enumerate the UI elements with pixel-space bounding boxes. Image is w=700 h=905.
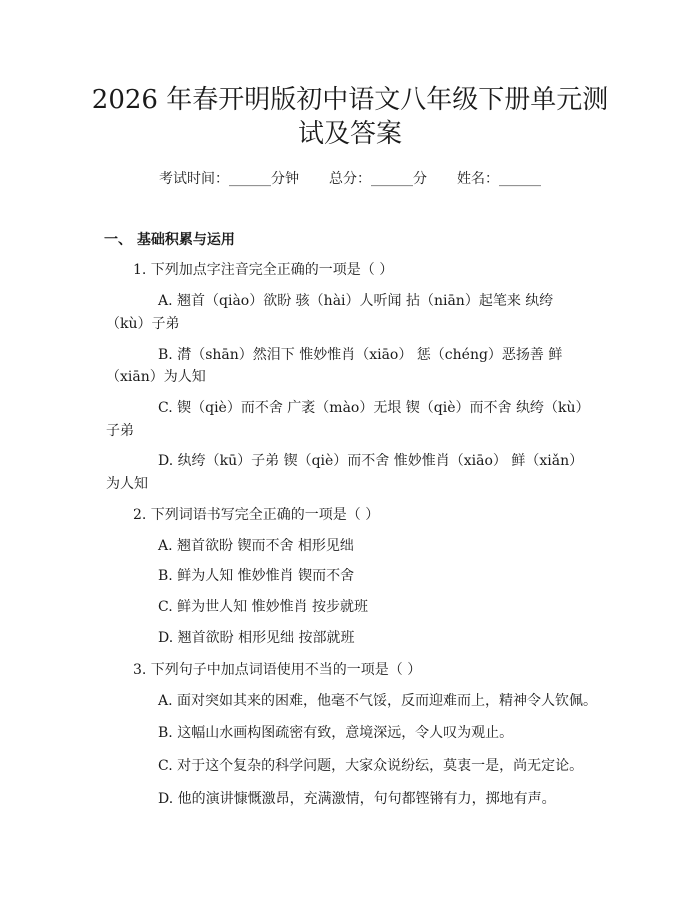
- document-title-line-1: 2026 年春开明版初中语文八年级下册单元测: [91, 85, 609, 115]
- question-1-option-a-continued: （kù）子弟: [106, 316, 180, 332]
- question-1-stem: 1. 下列加点字注音完全正确的一项是（ ）: [133, 262, 394, 278]
- total-score-field: 总分：______分: [329, 171, 427, 187]
- question-3-option-d: D. 他的演讲慷慨激昂，充满激情，句句都铿锵有力，掷地有声。: [158, 791, 556, 807]
- question-3-stem: 3. 下列句子中加点词语使用不当的一项是（ ）: [133, 662, 422, 678]
- question-1-option-c-continued: 子弟: [106, 423, 134, 439]
- exam-time-field: 考试时间：______分钟: [159, 171, 299, 187]
- question-1-option-d-continued: 为人知: [106, 476, 148, 492]
- exam-meta: [0, 168, 700, 188]
- question-1-option-c: C. 锲（qiè）而不舍 广袤（mào）无垠 锲（qiè）而不舍 纨绔（kù）: [158, 400, 590, 416]
- name-field: 姓名：______: [457, 171, 541, 187]
- question-1-option-b: B. 潸（shān）然泪下 惟妙惟肖（xiāo） 惩（chéng）恶扬善 鲜: [158, 347, 563, 363]
- question-2-option-d: D. 翘首欲盼 相形见绌 按部就班: [158, 630, 355, 646]
- question-1-option-b-continued: （xiān）为人知: [106, 369, 206, 385]
- question-1-option-d: D. 纨绔（kū）子弟 锲（qiè）而不舍 惟妙惟肖（xiāo） 鲜（xiǎn）: [158, 453, 584, 469]
- question-1-option-a: A. 翘首（qiào）欲盼 骇（hài）人听闻 拈（niān）起笔来 纨绔: [158, 293, 554, 309]
- question-3-option-a: A. 面对突如其来的困难，他毫不气馁，反而迎难而上，精神令人钦佩。: [158, 693, 598, 709]
- question-2-stem: 2. 下列词语书写完全正确的一项是（ ）: [133, 507, 380, 523]
- question-2-option-a: A. 翘首欲盼 锲而不舍 相形见绌: [158, 538, 354, 554]
- question-2-option-c: C. 鲜为世人知 惟妙惟肖 按步就班: [158, 599, 369, 615]
- section-heading: 一、 基础积累与运用: [104, 232, 235, 248]
- question-3-option-c: C. 对于这个复杂的科学问题，大家众说纷纭，莫衷一是，尚无定论。: [158, 758, 584, 774]
- question-3-option-b: B. 这幅山水画构图疏密有致，意境深远，令人叹为观止。: [158, 725, 514, 741]
- question-2-option-b: B. 鲜为人知 惟妙惟肖 锲而不舍: [158, 568, 355, 584]
- document-title-line-2: 试及答案: [297, 119, 402, 149]
